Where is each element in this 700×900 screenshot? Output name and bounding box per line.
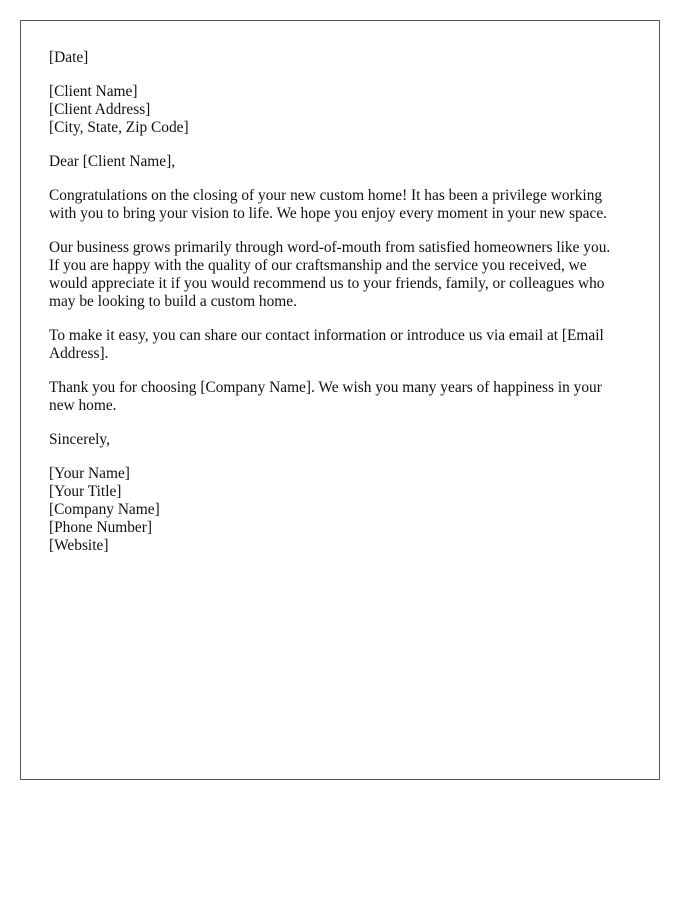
- paragraph-line: with you to bring your vision to life. We hope you enjoy every moment in your new space.: [49, 205, 607, 222]
- paragraph-line: Address].: [49, 345, 109, 362]
- paragraph-thank-you: [49, 379, 639, 415]
- letter-date: [Date]: [49, 49, 89, 66]
- closing: Sincerely,: [49, 431, 110, 448]
- closing-block: [49, 431, 639, 449]
- signature-phone: [Phone Number]: [49, 519, 153, 536]
- paragraph-contact-info: [49, 327, 639, 363]
- salutation: Dear [Client Name],: [49, 153, 176, 170]
- paragraph-referral-request: [49, 239, 639, 311]
- letter-date-block: [49, 49, 639, 67]
- paragraph-line: Our business grows primarily through word-of-mouth from satisfied homeowners like you.: [49, 239, 611, 256]
- paragraph-line: Congratulations on the closing of your new custom home! It has been a privilege working: [49, 187, 603, 204]
- paragraph-congratulations: [49, 187, 639, 223]
- recipient-address-block: [49, 83, 639, 137]
- recipient-name: [Client Name]: [49, 83, 138, 100]
- letter-page: [20, 20, 660, 780]
- signature-block: [49, 465, 639, 555]
- paragraph-line: To make it easy, you can share our contact information or introduce us via email at [Email: [49, 327, 604, 344]
- signature-name: [Your Name]: [49, 465, 130, 482]
- paragraph-line: may be looking to build a custom home.: [49, 293, 297, 310]
- signature-title: [Your Title]: [49, 483, 122, 500]
- paragraph-line: If you are happy with the quality of our craftsmanship and the service you received, we: [49, 257, 587, 274]
- salutation-block: [49, 153, 639, 171]
- signature-company: [Company Name]: [49, 501, 160, 518]
- recipient-address: [Client Address]: [49, 101, 151, 118]
- recipient-city-state-zip: [City, State, Zip Code]: [49, 119, 189, 136]
- signature-website: [Website]: [49, 537, 109, 554]
- paragraph-line: would appreciate it if you would recommend us to your friends, family, or colleagues who: [49, 275, 605, 292]
- letter-body: [49, 49, 639, 571]
- paragraph-line: new home.: [49, 397, 117, 414]
- paragraph-line: Thank you for choosing [Company Name]. We wish you many years of happiness in your: [49, 379, 602, 396]
